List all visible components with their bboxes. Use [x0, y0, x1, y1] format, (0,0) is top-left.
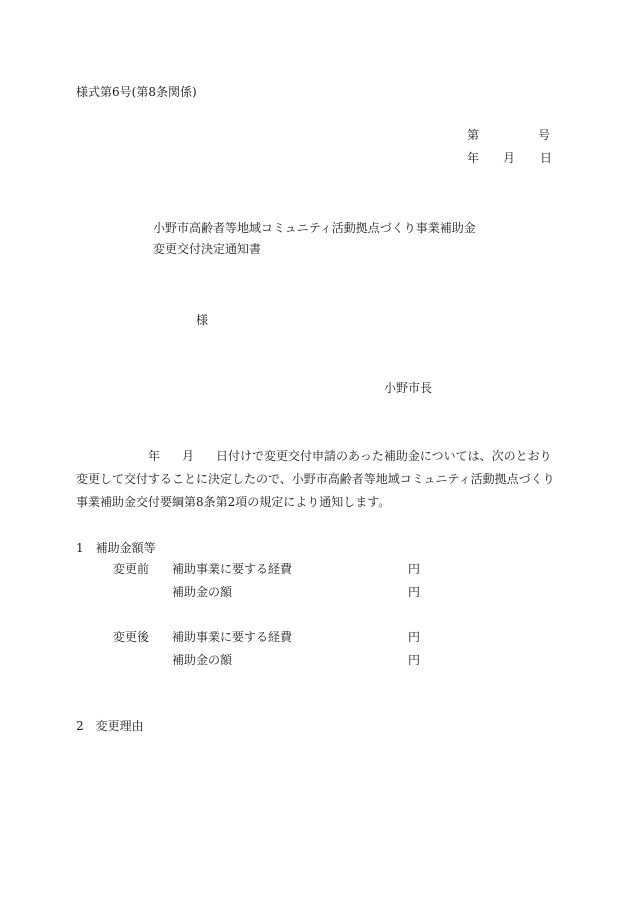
- document-title-line-1: 小野市高齢者等地域コミュニティ活動拠点づくり事業補助金: [153, 221, 476, 235]
- body-line-1-text: 日付けで変更交付申請のあった補助金については、次のとおり: [216, 449, 552, 463]
- section-2-heading: 2 変更理由: [76, 719, 144, 733]
- body-paragraph: [76, 445, 555, 514]
- amount-row-unit: 円: [408, 653, 421, 667]
- amount-row-item: 補助事業に要する経費: [172, 562, 293, 576]
- amount-row-unit: 円: [408, 630, 421, 644]
- amount-row-unit: 円: [408, 562, 421, 576]
- amount-row-unit: 円: [408, 585, 421, 599]
- amount-row-item: 補助事業に要する経費: [172, 630, 293, 644]
- date-month-label: 月: [503, 151, 516, 165]
- section-1-heading: 1 補助金額等: [76, 541, 156, 555]
- body-month-label: 月: [182, 449, 195, 463]
- body-line-1: [76, 445, 550, 468]
- issuer-name: 小野市長: [384, 381, 433, 395]
- date-day-label: 日: [540, 151, 553, 165]
- body-line-2: 変更して交付することに決定したので、小野市高齢者等地域コミュニティ活動拠点づくり: [76, 472, 555, 486]
- body-line-3: 事業補助金交付要綱第8条第2項の規定により通知します。: [76, 495, 391, 509]
- addressee-suffix: 様: [196, 313, 209, 327]
- document-number-suffix: 号: [538, 128, 551, 142]
- amount-row-label-after: 変更後: [113, 630, 150, 644]
- amount-row-item: 補助金の額: [172, 653, 233, 667]
- document-title-line-2: 変更交付決定通知書: [153, 242, 262, 256]
- form-code: 様式第6号(第8条関係): [76, 85, 197, 99]
- body-year-label: 年: [148, 449, 161, 463]
- amount-row-label-before: 変更前: [113, 562, 150, 576]
- date-year-label: 年: [467, 151, 480, 165]
- amount-row-item: 補助金の額: [172, 585, 233, 599]
- document-number-label: 第: [467, 128, 480, 142]
